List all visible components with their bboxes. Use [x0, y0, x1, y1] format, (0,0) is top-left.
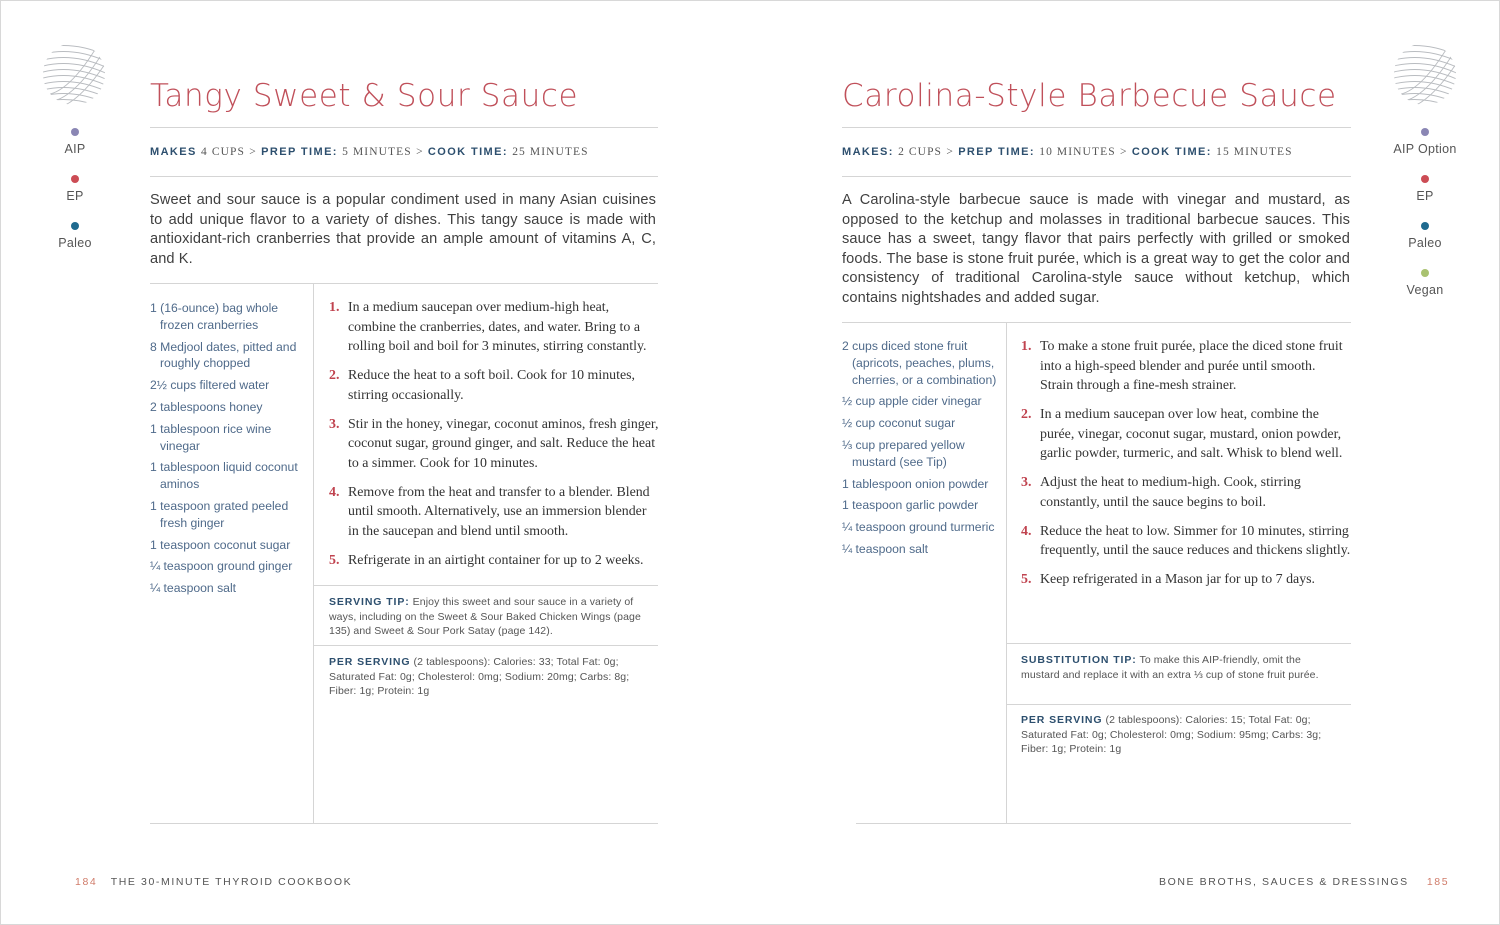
makes-label: MAKES: — [842, 146, 894, 158]
step-item — [1021, 570, 1351, 590]
dot-icon — [1421, 269, 1429, 277]
divider — [1007, 643, 1351, 644]
diet-label: Paleo — [1408, 236, 1442, 250]
recipe-meta — [150, 146, 589, 158]
column-divider — [313, 284, 314, 824]
diet-label: EP — [1416, 189, 1434, 203]
step-text: Reduce the heat to low. Simmer for 10 minutes, stirring frequently, until the sauce reduces and thickens slightly. — [1040, 523, 1351, 558]
diet-tags — [30, 128, 120, 269]
nutrition-text: (2 tablespoons): Calories: 33; Total Fat: 0g; Saturated Fat: 0g; Cholesterol: 0mg; Sodium: 20mg; Carbs: 8g; Fiber: 1g; Protein: 1g — [329, 656, 630, 698]
separator: > — [249, 146, 257, 158]
substitution-tip — [1021, 653, 1331, 682]
diet-tag-aip-option — [1393, 128, 1456, 175]
step-number: 5. — [329, 552, 340, 568]
prep-label: PREP TIME: — [958, 146, 1035, 158]
recipe-title: Tangy Sweet & Sour Sauce — [150, 78, 579, 114]
step-item — [1021, 473, 1351, 512]
divider — [314, 585, 658, 586]
step-number: 2. — [329, 368, 340, 383]
ingredient-item: ¼ teaspoon ground ginger — [150, 559, 293, 574]
divider — [150, 127, 658, 128]
divider — [856, 823, 1351, 824]
divider — [150, 283, 658, 284]
diet-label: Vegan — [1406, 283, 1444, 297]
ingredient-item: 2 tablespoons honey — [150, 399, 263, 414]
diet-tag-ep — [1416, 175, 1433, 222]
step-item — [1021, 522, 1351, 561]
prep-value: 5 MINUTES — [342, 146, 412, 158]
diet-tag-aip — [64, 128, 85, 175]
recipe-intro: Sweet and sour sauce is a popular condiment used in many Asian cuisines to add unique flavor to a variety of dishes. This tangy sauce is made with antioxidant-rich cranberries that provide an ample amount of vitamins A, C, and K. — [150, 192, 656, 267]
separator: > — [1119, 146, 1128, 158]
divider — [842, 322, 1351, 323]
step-number: 1. — [1021, 339, 1032, 354]
diet-label: AIP Option — [1393, 142, 1457, 156]
ingredient-item: 1 teaspoon coconut sugar — [150, 537, 291, 552]
recipe-meta — [842, 146, 1293, 158]
nutrition-info — [329, 655, 639, 699]
ingredient-item: ¼ teaspoon salt — [842, 541, 929, 556]
makes-label: MAKES — [150, 146, 197, 158]
divider — [1007, 704, 1351, 705]
cook-label: COOK TIME: — [427, 146, 508, 158]
step-number: 1. — [329, 300, 340, 315]
running-head: THE 30-MINUTE THYROID COOKBOOK — [110, 876, 353, 888]
step-item — [1021, 405, 1351, 464]
makes-value: 4 CUPS — [201, 146, 245, 158]
step-text: Stir in the honey, vinegar, coconut aminos, fresh ginger, coconut sugar, ground ginger, and salt. Reduce the heat to a simmer. Cook for 10 minutes. — [348, 416, 659, 471]
diet-label: AIP — [64, 142, 86, 156]
step-text: Refrigerate in an airtight container for up to 2 weeks. — [348, 552, 644, 568]
swirl-lines-icon — [42, 42, 106, 106]
tip-label: SUBSTITUTION TIP: — [1021, 654, 1137, 666]
recipe-title: Carolina-Style Barbecue Sauce — [842, 78, 1337, 114]
ingredient-item: 1 tablespoon onion powder — [842, 476, 989, 491]
step-text: Reduce the heat to a soft boil. Cook for 10 minutes, stirring occasionally. — [348, 368, 636, 403]
step-number: 2. — [1021, 407, 1032, 422]
ingredient-item: ⅓ cup prepared yellow mustard (see Tip) — [842, 437, 965, 469]
ingredient-item: 1 tablespoon rice wine vinegar — [150, 421, 272, 453]
cook-value: 25 MINUTES — [512, 146, 589, 158]
ingredient-list — [842, 338, 998, 563]
divider — [150, 176, 658, 177]
diet-label: Paleo — [58, 236, 92, 250]
divider — [842, 176, 1351, 177]
dot-icon — [1421, 128, 1429, 136]
tip-text: To make this AIP-friendly, omit the mustard and replace it with an extra ⅓ cup of stone fruit purée. — [1021, 654, 1319, 681]
ingredient-item: 8 Medjool dates, pitted and roughly chopped — [150, 339, 297, 371]
step-number: 5. — [1021, 572, 1032, 587]
recipe-intro: A Carolina-style barbecue sauce is made with vinegar and mustard, as opposed to the ketchup and molasses in traditional barbecue sauces. This sauce has a sweet, tangy flavor that pairs perfectly with grilled or smoked foods. The base is stone fruit purée, which is a great way to get the color and consistency of traditional Carolina-style sauce without ketchup, which contains nightshades and added sugar. — [842, 192, 1350, 306]
dot-icon — [1421, 222, 1429, 230]
step-item — [329, 415, 659, 474]
divider — [314, 645, 658, 646]
divider — [150, 823, 658, 824]
step-item — [1021, 337, 1351, 396]
ingredient-item: ¼ teaspoon ground turmeric — [842, 520, 995, 535]
running-head: BONE BROTHS, SAUCES & DRESSINGS — [1159, 876, 1409, 888]
ingredient-item: 1 tablespoon liquid coconut aminos — [150, 460, 298, 492]
step-item — [329, 298, 659, 357]
step-text: Adjust the heat to medium-high. Cook, stirring constantly, until the sauce begins to boil. — [1040, 475, 1301, 510]
nutrition-text: (2 tablespoons): Calories: 15; Total Fat: 0g; Saturated Fat: 0g; Cholesterol: 0mg; Sodium: 95mg; Carbs: 3g; Fiber: 1g; Protein: 1g — [1021, 714, 1322, 756]
tip-text: Enjoy this sweet and sour sauce in a variety of ways, including on the Sweet & Sour Baked Chicken Wings (page 135) and Sweet & Sour Pork Satay (page 142). — [329, 596, 641, 638]
separator: > — [946, 146, 954, 158]
step-number: 3. — [329, 416, 340, 432]
column-divider — [1006, 323, 1007, 824]
step-item — [329, 483, 659, 542]
dot-icon — [1421, 175, 1429, 183]
nutrition-info — [1021, 713, 1331, 757]
prep-value: 10 MINUTES — [1039, 146, 1116, 158]
step-text: To make a stone fruit purée, place the diced stone fruit into a high-speed blender and purée until smooth. Strain through a fine-mesh strainer. — [1040, 339, 1343, 393]
ingredient-item: ¼ teaspoon salt — [150, 581, 237, 596]
ingredient-item: 2½ cups filtered water — [150, 378, 270, 393]
dot-icon — [71, 222, 79, 230]
ingredient-item: 1 (16-ounce) bag whole frozen cranberries — [150, 301, 279, 332]
page-footer — [75, 876, 352, 888]
ingredient-item: 2 cups diced stone fruit (apricots, peaches, plums, cherries, or a combination) — [842, 339, 997, 387]
dot-icon — [71, 175, 79, 183]
cook-label: COOK TIME: — [1131, 146, 1212, 158]
ingredient-list — [150, 300, 306, 602]
step-text: In a medium saucepan over medium-high heat, combine the cranberries, dates, and water. Bring to a rolling boil and boil for 3 minutes, stirring constantly. — [348, 300, 647, 354]
step-item — [329, 366, 659, 405]
cook-value: 15 MINUTES — [1216, 146, 1293, 158]
step-text: In a medium saucepan over low heat, combine the purée, vinegar, coconut sugar, mustard, onion powder, garlic powder, turmeric, and salt. Whisk to blend well. — [1040, 407, 1343, 461]
diet-tag-paleo — [1408, 222, 1441, 269]
step-number: 4. — [329, 484, 340, 500]
diet-tag-ep — [66, 175, 83, 222]
serving-tip — [329, 595, 654, 639]
diet-label: EP — [66, 189, 84, 203]
separator: > — [416, 146, 424, 158]
ingredient-item: ½ cup apple cider vinegar — [842, 394, 982, 409]
step-text: Remove from the heat and transfer to a blender. Blend until smooth. Alternatively, use an immersion blender in the saucepan and blend until smooth. — [348, 484, 650, 539]
nutrition-label: PER SERVING — [329, 656, 411, 668]
makes-value: 2 CUPS — [898, 146, 943, 158]
diet-tags — [1380, 128, 1470, 316]
step-number: 4. — [1021, 523, 1032, 539]
ingredient-item: 1 teaspoon grated peeled fresh ginger — [150, 498, 289, 530]
step-list — [1021, 337, 1351, 599]
step-number: 3. — [1021, 475, 1032, 490]
step-text: Keep refrigerated in a Mason jar for up to 7 days. — [1040, 572, 1316, 587]
swirl-lines-icon — [1393, 42, 1457, 106]
tip-label: SERVING TIP: — [329, 596, 410, 608]
step-item — [329, 551, 659, 571]
ingredient-item: 1 teaspoon garlic powder — [842, 498, 979, 513]
ingredient-item: ½ cup coconut sugar — [842, 416, 956, 431]
prep-label: PREP TIME: — [261, 146, 338, 158]
diet-tag-paleo — [58, 222, 91, 269]
page-number: 184 — [75, 876, 98, 888]
dot-icon — [71, 128, 79, 136]
diet-tag-vegan — [1407, 269, 1444, 316]
nutrition-label: PER SERVING — [1021, 714, 1103, 726]
step-list — [329, 298, 659, 580]
page-footer — [1159, 876, 1449, 888]
page-number: 185 — [1426, 876, 1450, 888]
divider — [842, 127, 1351, 128]
